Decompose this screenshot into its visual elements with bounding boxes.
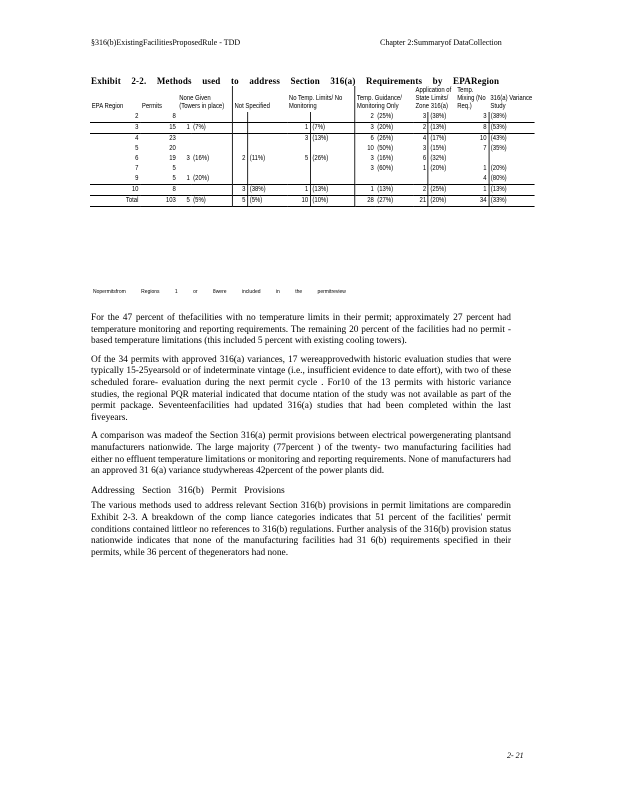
table-cell: 2 [414, 123, 428, 134]
table-cell [248, 134, 288, 145]
table-cell [178, 164, 192, 174]
table-cell [248, 174, 288, 185]
table-cell: (32%) [428, 154, 455, 164]
table-cell [232, 112, 247, 123]
table-cell [248, 144, 288, 154]
table-cell [414, 174, 428, 185]
table-cell: (43%) [489, 134, 535, 145]
table-row [90, 196, 535, 207]
table-cell: 2 [414, 185, 428, 196]
table-cell: 1 [422, 165, 427, 172]
table-cell [191, 134, 232, 145]
table-row [90, 144, 535, 154]
header-left: §316(b)ExistingFacilitiesProposedRule - TDD [91, 38, 241, 47]
col-header: Permits [141, 103, 163, 110]
table-row [90, 123, 535, 134]
table-cell: 23 [169, 135, 176, 142]
table-cell: (35%) [489, 144, 535, 154]
table-cell: 1 [355, 185, 376, 196]
table-cell: (13%) [376, 185, 414, 196]
table-cell [191, 144, 232, 154]
table-cell: 7 [483, 145, 487, 152]
table-cell: 1 [483, 165, 487, 172]
table-cell: (13%) [428, 123, 455, 134]
table-cell: (27%) [376, 196, 414, 207]
col-header: Temp. Guidance/ Monitoring Only [355, 86, 414, 112]
exhibit-table [90, 86, 535, 207]
table-cell [287, 144, 310, 154]
table-cell [456, 154, 489, 164]
table-cell: 5 [232, 196, 247, 207]
table-cell: (13%) [310, 134, 354, 145]
table-cell [376, 174, 414, 185]
table-cell [232, 164, 247, 174]
table-cell: 2 [355, 112, 376, 123]
table-cell: (20%) [428, 164, 455, 174]
table-cell: 4 [422, 135, 427, 142]
col-header: Application of State Limits/ Zone 316(a) [415, 87, 452, 110]
table-cell: 2 [90, 112, 140, 123]
table-cell: 5 [172, 165, 176, 172]
table-cell [232, 144, 247, 154]
table-cell: (16%) [377, 155, 394, 162]
table-cell: 20 [169, 145, 176, 152]
table-cell [310, 174, 354, 185]
col-header: EPA Region [91, 103, 124, 110]
table-cell: 3 [186, 155, 190, 162]
table-cell [232, 134, 247, 145]
table-cell: 6 [422, 155, 427, 162]
table-row [90, 185, 535, 196]
table-cell: 3 [355, 164, 376, 174]
table-cell: 2 [232, 154, 247, 164]
header-right: Chapter 2:Summaryof DataCollection [380, 38, 502, 47]
table-cell [248, 112, 288, 123]
paragraph: The various methods used to address relevant Section 316(b) provisions in permit limitations are comparedin Exhibit 2-3. A breakdown of the comp liance categories indicates that 51 percent of the facilities' permit conditions contained littleor no references to 316(b) regulations. Further analysis of the 316(b) provision status nationwide indicates that none of the manufacturing facilities had 31 6(b) requirements specified in their permits, while 36 percent of thegenerators had none. [91, 501, 511, 558]
table-cell [310, 164, 354, 174]
table-cell: (7%) [310, 123, 354, 134]
table-row [90, 134, 535, 145]
table-cell: 1 [287, 123, 310, 134]
table-cell: 21 [414, 196, 428, 207]
col-header: No Temp. Limits/ No Monitoring [288, 95, 343, 110]
table-cell: 1 [287, 185, 310, 196]
table-cell: 3 [232, 185, 247, 196]
table-cell: 103 [140, 196, 177, 207]
table-cell: (38%) [248, 185, 288, 196]
col-header: None Given (Towers in place) [179, 95, 225, 110]
table-cell [191, 185, 232, 196]
table-cell: 1 [456, 185, 489, 196]
table-cell: 3 [414, 112, 428, 123]
table-cell [178, 185, 192, 196]
table-cell: (26%) [377, 135, 394, 142]
table-cell: (25%) [376, 112, 414, 123]
table-cell [287, 164, 310, 174]
table-row [90, 164, 535, 174]
table-cell: (53%) [489, 123, 535, 134]
table-cell [248, 164, 288, 174]
table-cell: 19 [169, 155, 176, 162]
table-cell: (20%) [428, 196, 455, 207]
table-cell: 6 [135, 155, 139, 162]
table-cell: (20%) [489, 164, 535, 174]
table-cell [287, 112, 310, 123]
table-cell [178, 112, 192, 123]
table-cell: (38%) [489, 112, 535, 123]
paragraph: Of the 34 permits with approved 316(a) variances, 17 wereapprovedwith historic evaluation studies that were typically 15-25yearsold or of indeterminate vintage (i.e., insufficient evidence to date effort), with two of these scheduled forare- evaluation during the next permit cycle . For10 of the 13 permits with historic variance studies, the regional PQR material indicated that docume ntation of the study was not available as part of the permit package. Seventeenfacilities had updated 316(a) studies that had been completed within the last fiveyears. [91, 354, 511, 423]
table-cell: (25%) [428, 185, 455, 196]
table-cell [355, 174, 376, 185]
table-cell [178, 144, 192, 154]
table-cell: 1 [178, 123, 192, 134]
table-cell [287, 174, 310, 185]
table-cell: 10 [287, 196, 310, 207]
table-row [90, 112, 535, 123]
table-cell: 3 [355, 123, 376, 134]
table-cell [191, 164, 232, 174]
col-header: Temp. Mixing (No Req.) [457, 87, 486, 110]
table-cell: 7 [135, 165, 139, 172]
table-cell: 5 [140, 174, 177, 185]
table-cell: 6 [355, 134, 376, 145]
table-cell: 3 [422, 145, 427, 152]
table-cell: 34 [456, 196, 489, 207]
col-header: Not Specified [232, 86, 287, 112]
table-cell: 3 [456, 112, 489, 123]
table-cell: 9 [90, 174, 140, 185]
table-cell: (13%) [310, 185, 354, 196]
table-cell [232, 123, 247, 134]
table-cell: 3 [304, 135, 309, 142]
table-cell: 5 [178, 196, 192, 207]
body-text [91, 313, 511, 566]
table-cell [428, 174, 455, 185]
table-cell: (80%) [489, 174, 535, 185]
table-cell [232, 174, 247, 185]
table-cell: (26%) [310, 154, 354, 164]
table-cell: (5%) [191, 196, 232, 207]
table-cell: 4 [135, 135, 139, 142]
table-cell: 8 [140, 185, 177, 196]
paragraph: For the 47 percent of thefacilities with no temperature limits in their permit; approximately 27 percent had temperature monitoring and reporting requirements. The remaining 20 percent of the facilities had no permit -based temperature limitations (this included 5 percent with existing cooling towers). [91, 313, 511, 347]
table-cell: 10 [355, 144, 376, 154]
table-cell [191, 112, 232, 123]
table-cell: (17%) [428, 134, 455, 145]
table-cell: (50%) [377, 145, 394, 152]
col-header: 316(a) Variance Study [490, 95, 533, 110]
table-cell [489, 154, 535, 164]
table-cell: 4 [456, 174, 489, 185]
table-cell: (13%) [489, 185, 535, 196]
table-cell [178, 134, 192, 145]
table-cell: (38%) [428, 112, 455, 123]
table-cell: 5 [135, 145, 139, 152]
table-cell: (7%) [191, 123, 232, 134]
table-cell: (5%) [248, 196, 288, 207]
table-row [90, 174, 535, 185]
table-cell [248, 123, 288, 134]
table-cell: 8 [140, 112, 177, 123]
section-heading: Addressing Section 316(b) Permit Provisions [91, 484, 285, 496]
table-cell: (20%) [191, 174, 232, 185]
table-row [90, 154, 535, 164]
page-number: 2- 21 [507, 751, 524, 760]
table-cell: 3 [90, 123, 140, 134]
table-cell: (10%) [310, 196, 354, 207]
table-cell: 15 [140, 123, 177, 134]
table-cell: 10 [90, 185, 140, 196]
table-cell: (15%) [428, 144, 455, 154]
table-cell: (33%) [489, 196, 535, 207]
table-cell: 8 [456, 123, 489, 134]
table-cell: 28 [355, 196, 376, 207]
table-cell: 3 [355, 154, 376, 164]
table-cell: Total [90, 196, 140, 207]
table-cell: 5 [304, 155, 309, 162]
table-cell: (11%) [248, 154, 288, 164]
table-cell: 1 [178, 174, 192, 185]
table-cell [310, 112, 354, 123]
table-cell: 10 [479, 135, 487, 142]
paragraph: A comparison was madeof the Section 316(a) permit provisions between electrical powergenerating plantsand manufacturers nationwide. The large majority (77percent ) of the twenty- two manufacturing facilities had either no effluent temperature limitations or monitoring and reporting requirements. None of manufacturers had an approved 31 6(a) variance studywhereas 42percent of the power plants did. [91, 431, 511, 477]
table-cell: (20%) [376, 123, 414, 134]
table-cell [310, 144, 354, 154]
table-cell: (60%) [377, 165, 394, 172]
table-cell: (16%) [193, 155, 210, 162]
exhibit-caption: Exhibit 2-2. Methods used to address Section 316(a) Requirements by EPARegion [91, 76, 500, 86]
table-footnote: Nopermitsfrom Regions 1 or 8were included in the permitreview [93, 289, 346, 295]
